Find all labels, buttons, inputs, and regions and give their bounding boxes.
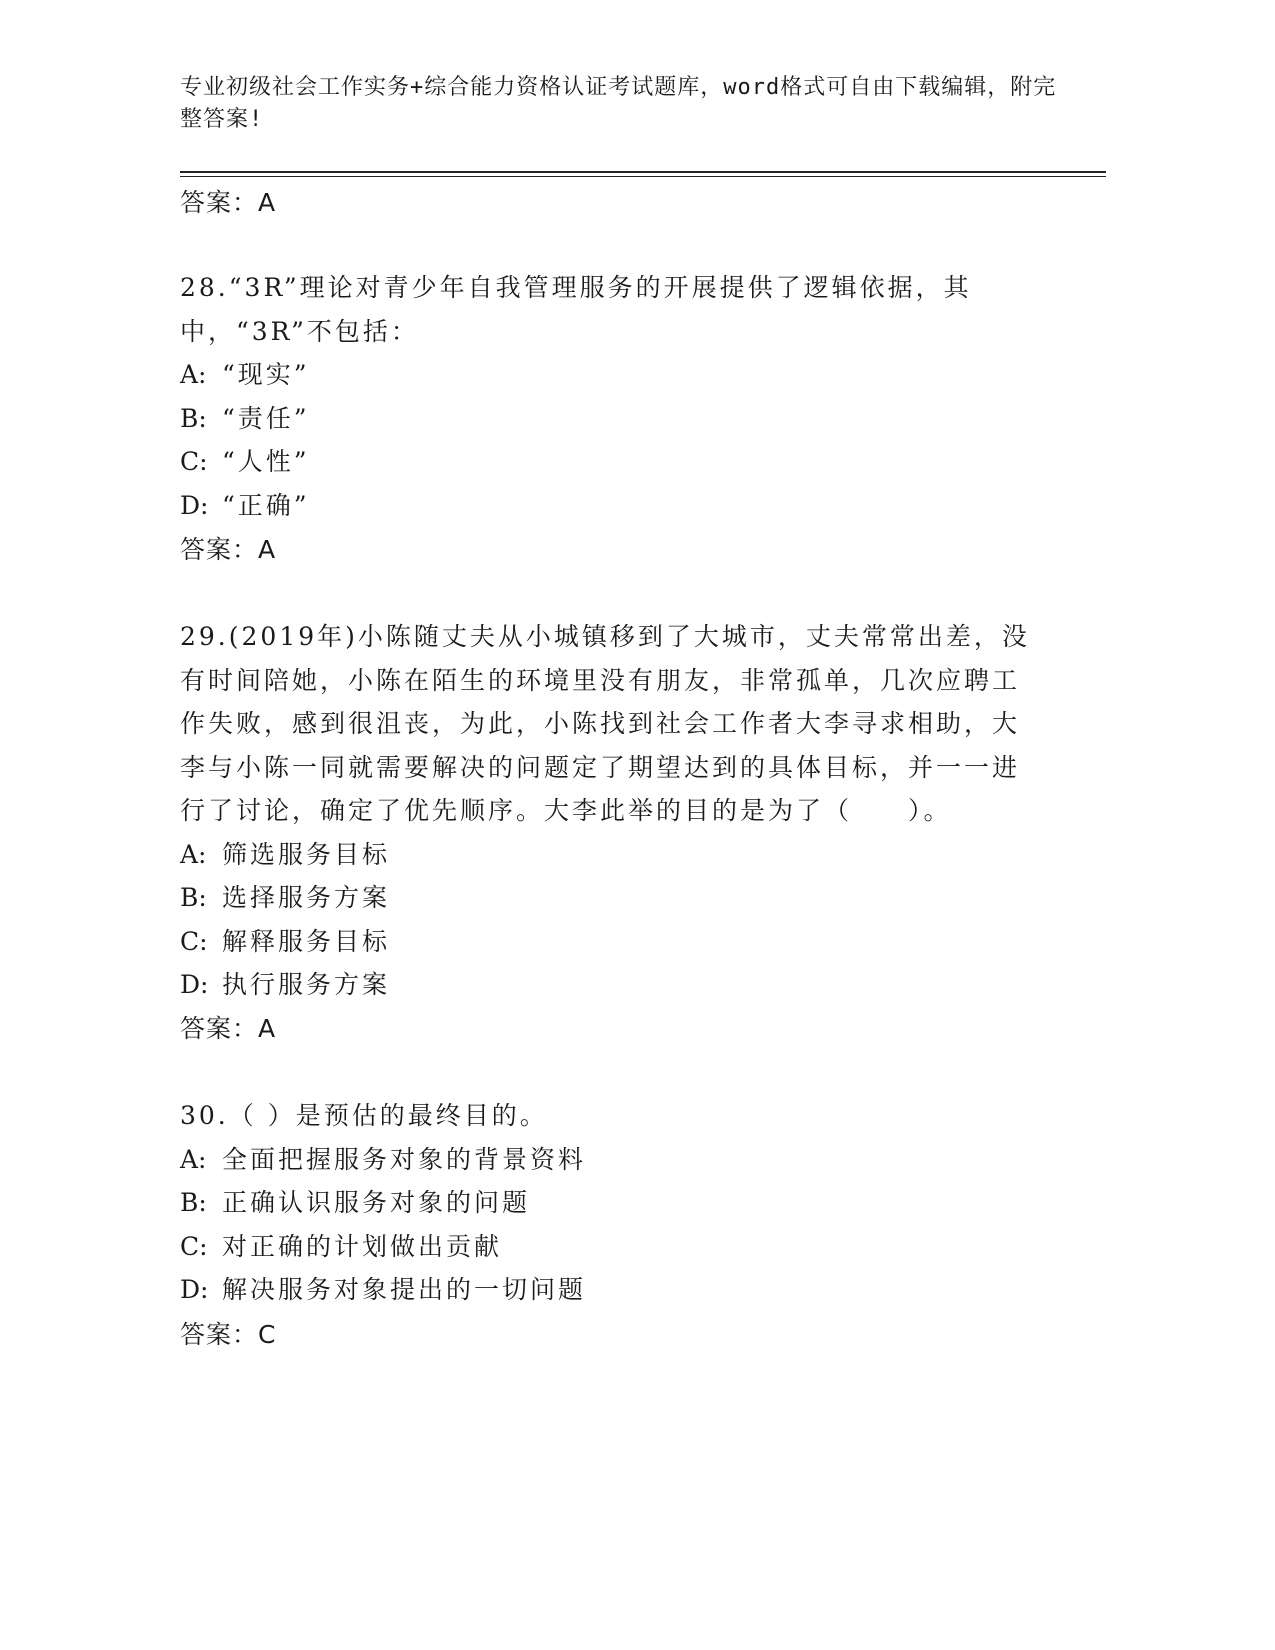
option-text: 对正确的计划做出贡献: [222, 1231, 503, 1261]
option-key: A:: [180, 1144, 207, 1174]
option-key: C:: [180, 926, 208, 956]
answer-line: 答案：A: [180, 188, 277, 217]
question-29: [180, 615, 1040, 1007]
option-c: [180, 440, 1040, 484]
option-a: [180, 833, 1040, 877]
option-text: “责任”: [222, 403, 310, 433]
option-key: B:: [180, 883, 207, 912]
option-a: [180, 1138, 1040, 1182]
page-header: 专业初级社会工作实务+综合能力资格认证考试题库，word格式可自由下载编辑，附完整答案!: [180, 75, 1057, 132]
option-key: D:: [180, 970, 209, 999]
option-text: 执行服务方案: [222, 970, 391, 999]
option-key: C:: [180, 447, 208, 476]
option-text: 筛选服务目标: [222, 839, 391, 869]
option-d: [180, 1268, 1040, 1312]
option-text: 解释服务目标: [222, 926, 391, 956]
option-c: [180, 1225, 1040, 1269]
option-d: [180, 963, 1040, 1007]
option-key: B:: [180, 1188, 207, 1217]
header-rule-thin: [180, 176, 1106, 177]
option-text: 正确认识服务对象的问题: [222, 1188, 531, 1217]
option-b: [180, 876, 1040, 920]
option-a: [180, 353, 1040, 397]
option-d: [180, 484, 1040, 528]
option-key: B:: [180, 403, 207, 433]
answer-line: 答案：A: [180, 1014, 277, 1043]
option-text: “现实”: [222, 360, 310, 389]
answer-line: 答案：A: [180, 535, 277, 564]
option-key: C:: [180, 1231, 208, 1261]
question-stem: 28.“3R”理论对青少年自我管理服务的开展提供了逻辑依据，其中，“3R”不包括：: [180, 273, 972, 346]
header-rule-thick: [180, 171, 1106, 173]
option-b: [180, 1181, 1040, 1225]
question-30: [180, 1094, 1040, 1312]
question-28: [180, 266, 1040, 527]
option-text: 选择服务方案: [222, 883, 391, 912]
option-key: A:: [180, 360, 207, 389]
answer-line: 答案：C: [180, 1320, 277, 1349]
option-key: D:: [180, 490, 209, 520]
question-stem: 29.(2019年)小陈随丈夫从小城镇移到了大城市，丈夫常常出差，没有时间陪她，小陈在陌生的环境里没有朋友，非常孤单，几次应聘工作失败，感到很沮丧，为此，小陈找到社会工作者大李寻求相助，大李与小陈一同就需要解决的问题定了期望达到的具体目标，并一一进行了讨论，确定了优先顺序。大李此举的目的是为了（ ）。: [180, 622, 1030, 825]
question-stem: 30.（ ）是预估的最终目的。: [180, 1101, 548, 1130]
option-text: 全面把握服务对象的背景资料: [222, 1144, 587, 1174]
option-text: “正确”: [222, 490, 310, 520]
option-key: D:: [180, 1275, 209, 1304]
option-text: “人性”: [222, 447, 310, 476]
option-b: [180, 397, 1040, 441]
option-c: [180, 920, 1040, 964]
option-text: 解决服务对象提出的一切问题: [222, 1275, 587, 1304]
option-key: A:: [180, 839, 207, 869]
